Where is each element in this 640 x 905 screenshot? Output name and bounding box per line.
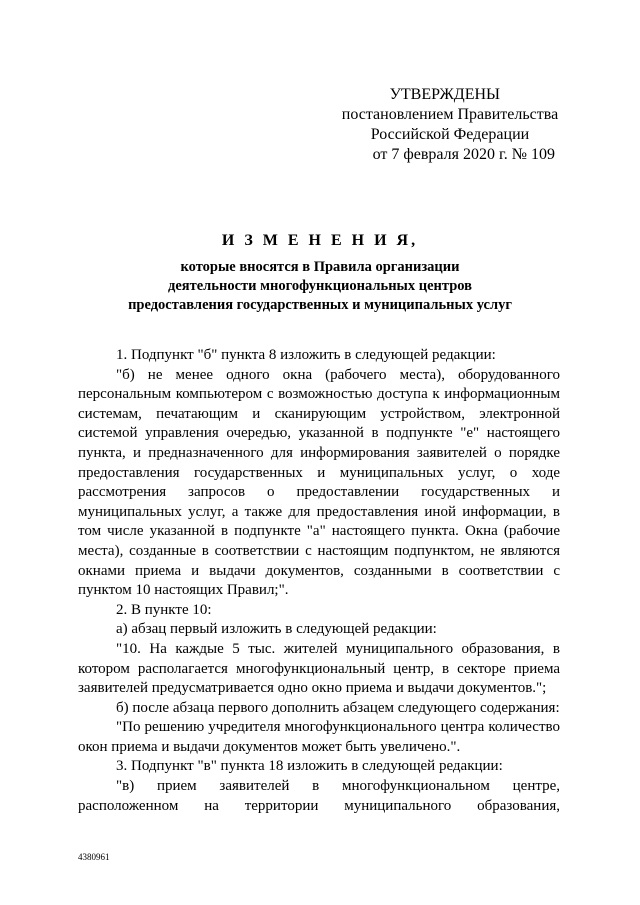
document-title: И З М Е Н Е Н И Я, [221, 232, 419, 249]
approval-block [300, 85, 600, 165]
paragraph-7: "По решению учредителя многофункционального центра количество окон приема и выдачи документов может быть увеличено.". [78, 719, 560, 755]
paragraph-9: "в) прием заявителей в многофункциональном центре, расположенном на территории муниципального образования, [78, 778, 560, 814]
paragraph-6: б) после абзаца первого дополнить абзацем следующего содержания: [116, 699, 560, 716]
approval-line-2: Российской Федерации [370, 126, 530, 143]
subtitle-line-3: предоставления государственных и муниципальных услуг [128, 297, 512, 313]
paragraph-3: 2. В пункте 10: [116, 601, 212, 618]
approval-heading: УТВЕРЖДЕНЫ [389, 86, 500, 103]
footer-code: 4380961 [78, 852, 110, 862]
subtitle-line-1: которые вносятся в Правила организации [180, 259, 460, 275]
paragraph-5: "10. На каждые 5 тыс. жителей муниципального образования, в котором располагается многофункциональный центр, в секторе приема заявителей предусматривается одно окно приема и выдачи документов."; [78, 640, 560, 697]
paragraph-2: "б) не менее одного окна (рабочего места), оборудованного персональным компьютером с возможностью доступа к информационным системам, печатающим и сканирующим устройством, электронной системой управления очередью, указанной в подпункте "е" настоящего пункта, и предназначенного для информирования заявителей о порядке предоставления государственных и муниципальных услуг, о ходе рассмотрения запросов о предоставлении государственных и муниципальных услуг, а также для предоставления иной информации, в том числе указанной в подпункте "а" настоящего пункта. Окна (рабочие места), созданные в соответствии с настоящим подпунктом, не являются окнами приема и выдачи документов, созданными в соответствии с пунктом 10 настоящих Правил;". [78, 366, 560, 599]
paragraph-1: 1. Подпункт "б" пункта 8 изложить в следующей редакции: [116, 347, 496, 363]
document-subtitle [60, 258, 580, 315]
subtitle-line-2: деятельности многофункциональных центров [168, 278, 472, 294]
paragraph-4: а) абзац первый изложить в следующей редакции: [116, 621, 437, 638]
paragraph-8: 3. Подпункт "в" пункта 18 изложить в следующей редакции: [116, 758, 503, 775]
document-body [78, 346, 560, 816]
approval-date-line: от 7 февраля 2020 г. № 109 [372, 146, 555, 163]
approval-line-1: постановлением Правительства [341, 106, 559, 123]
